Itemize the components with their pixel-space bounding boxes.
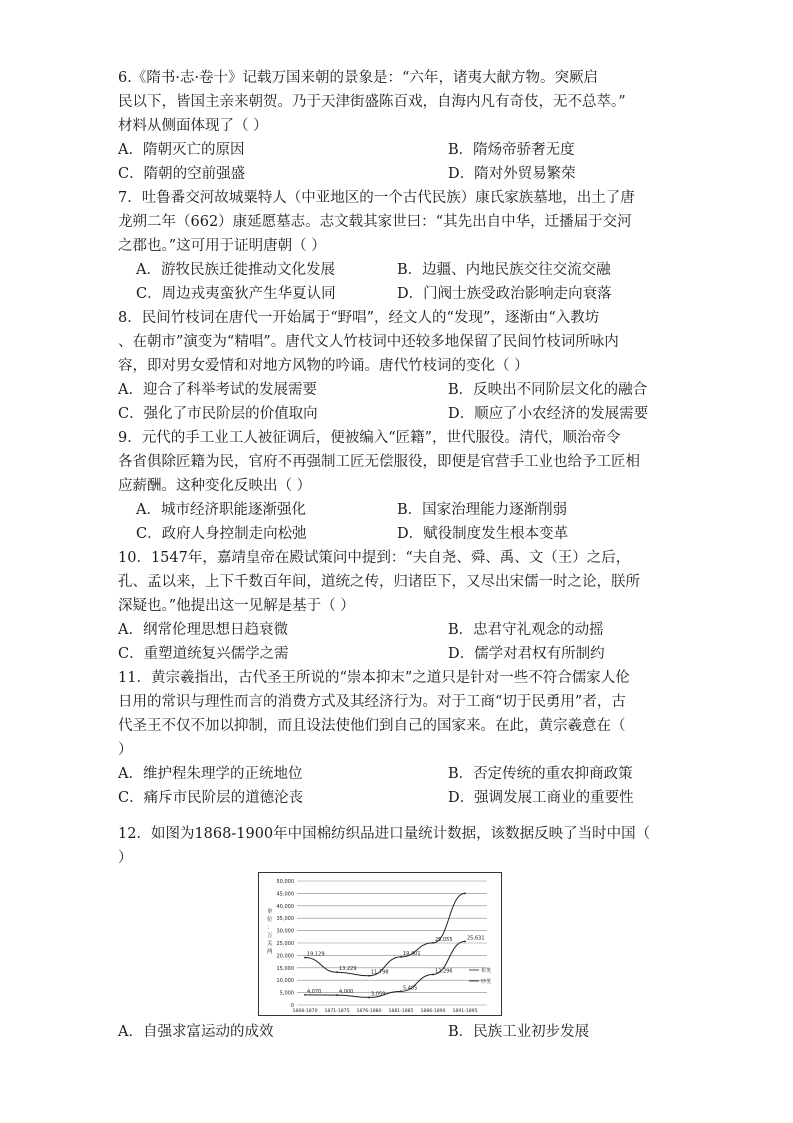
question-8-option-D[interactable]: D．顺应了小农经济的发展需要	[448, 406, 649, 422]
question-6-option-A[interactable]: A．隋朝灭亡的原因	[118, 142, 245, 158]
data-point	[304, 994, 306, 996]
question-6-option-C[interactable]: C．隋朝的空前强盛	[118, 166, 246, 182]
data-point	[368, 997, 370, 999]
x-tick-label: 1871-1875	[324, 1009, 350, 1014]
question-11-option-B[interactable]: B．否定传统的重农抑商政策	[448, 766, 633, 782]
question-8-option-B[interactable]: B．反映出不同阶层文化的融合	[448, 382, 648, 398]
question-6-option-D[interactable]: D．隋对外贸易繁荣	[448, 166, 576, 182]
question-11-line: 代圣王不仅不加以抑制，而且设法使他们到自己的国家来。在此，黄宗羲意在（	[118, 718, 626, 734]
question-8-line: 、在朝市”演变为“精唱”。唐代文人竹枝词中还较多地保留了民间竹枝词所咏内	[118, 334, 619, 350]
question-7-line: 龙朔二年（662）康延愿墓志。志文载其家世曰：“其先出自中华，迁播届于交河	[118, 214, 632, 230]
data-point	[368, 975, 370, 977]
question-12-line: ）	[118, 850, 133, 866]
question-11-option-D[interactable]: D．强调发展工商业的重要性	[448, 790, 634, 806]
data-label: 11,798	[371, 969, 389, 976]
legend-label: 纱类	[481, 979, 492, 985]
data-label: 4,070	[307, 988, 322, 995]
question-12-line: 12．如图为1868-1900年中国棉纺织品进口量统计数据，该数据反映了当时中国（	[118, 826, 651, 842]
data-label: 19,401	[403, 950, 421, 957]
question-11-line: ）	[118, 742, 133, 758]
question-7-option-B[interactable]: B．边疆、内地民族交往交流交融	[397, 262, 611, 278]
question-7-option-A[interactable]: A．游牧民族迁徙推动文化发展	[136, 262, 335, 278]
question-10-option-C[interactable]: C．重塑道统复兴儒学之需	[118, 646, 289, 662]
question-8-line: 容，即对男女爱情和对地方风物的吟诵。唐代竹枝词的变化（ ）	[118, 358, 529, 374]
data-label: 13,229	[339, 966, 357, 973]
x-tick-label: 1886-1890	[420, 1009, 446, 1014]
y-tick-label: 5,000	[279, 990, 294, 997]
data-point	[432, 942, 434, 944]
question-11-line: 11．黄宗羲指出，古代圣王所说的“崇本抑末”之道只是针对一些不符合儒家人伦	[118, 670, 630, 686]
data-label: 19,129	[307, 951, 325, 958]
question-10-option-D[interactable]: D．儒学对君权有所制约	[448, 646, 605, 662]
y-tick-label: 10,000	[276, 978, 294, 985]
y-tick-label: 0	[290, 1003, 294, 1009]
data-point	[336, 971, 338, 973]
data-point	[432, 974, 434, 976]
question-10-line: 10．1547年，嘉靖皇帝在殿试策问中提到：“夫自尧、舜、禹、文（王）之后，	[118, 550, 631, 566]
y-tick-label: 40,000	[276, 903, 294, 910]
question-11-option-A[interactable]: A．维护程朱理学的正统地位	[118, 766, 303, 782]
question-10-option-B[interactable]: B．忠君守礼观念的动摇	[448, 622, 604, 638]
question-10-option-A[interactable]: A．纲常伦理思想日趋衰微	[118, 622, 288, 638]
y-tick-label: 25,000	[276, 941, 294, 947]
data-label: 12,296	[435, 968, 453, 975]
question-9-option-B[interactable]: B．国家治理能力逐渐削弱	[397, 502, 568, 518]
data-point	[464, 941, 466, 943]
y-tick-label: 50,000	[276, 879, 294, 885]
data-label: 25,055	[435, 936, 453, 943]
data-point	[400, 956, 402, 958]
question-10-line: 孔、孟以来，上下千数百年间，道统之传，归诸臣下，又尽出宋儒一时之论，朕所	[118, 574, 640, 590]
data-label: 4,000	[339, 989, 354, 996]
y-axis-label: 单位：万关两	[267, 909, 273, 955]
question-9-line: 9．元代的手工业工人被征调后，便被编入“匠籍”，世代服役。清代，顺治帝令	[118, 430, 621, 446]
question-6-line: 民以下，皆国主亲来朝贺。乃于天津街盛陈百戏，自海内凡有奇伎，无不总萃。”	[118, 94, 626, 110]
x-tick-label: 1891-1895	[452, 1009, 478, 1014]
data-point	[304, 957, 306, 959]
y-tick-label: 20,000	[276, 953, 294, 960]
question-9-option-D[interactable]: D．赋役制度发生根本变革	[397, 526, 569, 542]
question-9-line: 应薪酬。这种变化反映出（ ）	[118, 478, 312, 494]
question-8-option-C[interactable]: C．强化了市民阶层的价值取向	[118, 406, 318, 422]
question-11-line: 日用的常识与理性而言的消费方式及其经济行为。对于工商“切于民勇用”者，古	[118, 694, 626, 710]
question-11-option-C[interactable]: C．痛斥市民阶层的道德沦丧	[118, 790, 304, 806]
y-tick-label: 35,000	[276, 916, 294, 923]
x-tick-label: 1868-1870	[292, 1009, 318, 1014]
data-point	[336, 994, 338, 996]
data-label: 25,631	[467, 935, 485, 942]
data-point	[400, 990, 402, 992]
cotton-import-chart	[258, 872, 502, 1016]
question-6-option-B[interactable]: B．隋炀帝骄奢无度	[448, 142, 575, 158]
y-tick-label: 45,000	[276, 891, 294, 898]
question-7-line: 7．吐鲁番交河故城粟特人（中亚地区的一个古代民族）康氏家族墓地，出土了唐	[118, 190, 635, 206]
x-tick-label: 1881-1885	[388, 1009, 414, 1014]
question-9-option-C[interactable]: C．政府人身控制走向松弛	[136, 526, 307, 542]
question-10-line: 深疑也。”他提出这一见解是基于（ ）	[118, 598, 355, 614]
question-8-line: 8．民间竹枝词在唐代一开始属于“野唱”，经文人的“发现”，逐渐由“入教坊	[118, 310, 600, 326]
question-6-line: 6.《隋书·志·卷十》记载万国来朝的景象是：“六年，诸夷大献方物。突厥启	[118, 70, 598, 86]
data-label: 3,059	[371, 991, 386, 998]
data-label: 5,485	[403, 985, 418, 992]
question-8-option-A[interactable]: A．迎合了科举考试的发展需要	[118, 382, 317, 398]
question-9-option-A[interactable]: A．城市经济职能逐渐强化	[136, 502, 306, 518]
question-12-option-A[interactable]: A．自强求富运动的成效	[118, 1024, 274, 1040]
question-7-option-D[interactable]: D．门阀士族受政治影响走向衰落	[397, 286, 612, 302]
x-tick-label: 1876-1880	[356, 1009, 382, 1014]
question-12-option-B[interactable]: B．民族工业初步发展	[448, 1024, 590, 1040]
chart-svg	[259, 873, 501, 1015]
question-7-line: 之郡也。”这可用于证明唐朝（ ）	[118, 238, 326, 254]
question-9-line: 各省俱除匠籍为民，官府不再强制工匠无偿服役，即便是官营手工业也给予工匠相	[118, 454, 640, 470]
legend-label: 布类	[481, 968, 492, 974]
question-6-line: 材料从侧面体现了（ ）	[118, 118, 268, 134]
y-tick-label: 30,000	[276, 928, 294, 935]
question-7-option-C[interactable]: C．周边戎夷蛮狄产生华夏认同	[136, 286, 336, 302]
y-tick-label: 15,000	[276, 965, 294, 972]
data-point	[464, 893, 466, 895]
